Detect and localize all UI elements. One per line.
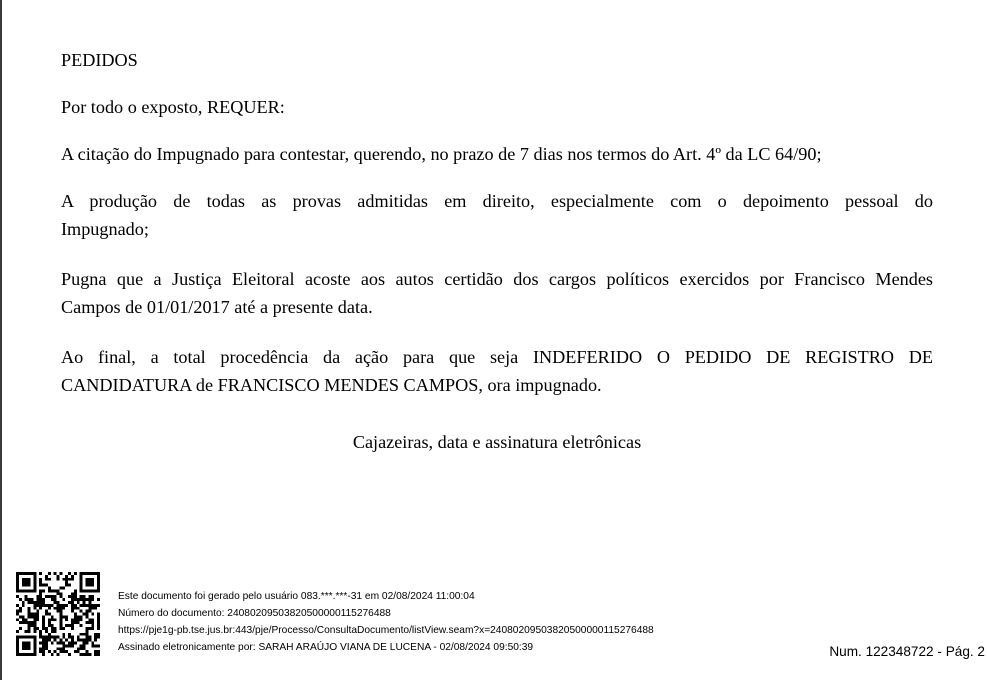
request-evidence-line-1: A produção de todas as provas admitidas em direito, especialmente com o depoimento pessoal do (61, 191, 933, 211)
document-number-line: Número do documento: 24080209503820500000115276488 (118, 608, 391, 619)
request-evidence (61, 187, 933, 243)
document-url-line[interactable]: https://pje1g-pb.tse.jus.br:443/pje/Processo/ConsultaDocumento/listView.seam?x=24080209503820500000115276488 (118, 625, 654, 636)
request-final-line-2: CANDIDATURA de FRANCISCO MENDES CAMPOS, ora impugnado. (61, 375, 602, 395)
section-heading: PEDIDOS (61, 50, 138, 70)
generated-by-line: Este documento foi gerado pelo usuário 083.***.***-31 em 02/08/2024 11:00:04 (118, 591, 475, 602)
page-number: Num. 122348722 - Pág. 2 (829, 644, 985, 659)
signature-line: Assinado eletronicamente por: SARAH ARAÚJO VIANA DE LUCENA - 02/08/2024 09:50:39 (118, 642, 534, 653)
request-final (61, 343, 933, 399)
request-final-line-1: Ao final, a total procedência da ação para que seja INDEFERIDO O PEDIDO DE REGISTRO DE (61, 347, 933, 367)
request-evidence-line-2: Impugnado; (61, 219, 149, 239)
document-body (61, 46, 933, 421)
qr-code-icon (16, 572, 100, 656)
request-certificate (61, 265, 933, 321)
page-left-border (0, 0, 2, 680)
closing-line: Cajazeiras, data e assinatura eletrônicas (352, 432, 642, 452)
request-citation: A citação do Impugnado para contestar, querendo, no prazo de 7 dias nos termos do Art. 4º da LC 64/90; (61, 144, 822, 164)
intro-paragraph: Por todo o exposto, REQUER: (61, 97, 285, 117)
document-metadata (118, 588, 654, 656)
request-certificate-line-1: Pugna que a Justiça Eleitoral acoste aos autos certidão dos cargos políticos exercidos por Francisco Mendes (61, 269, 933, 289)
request-certificate-line-2: Campos de 01/01/2017 até a presente data. (61, 297, 373, 317)
